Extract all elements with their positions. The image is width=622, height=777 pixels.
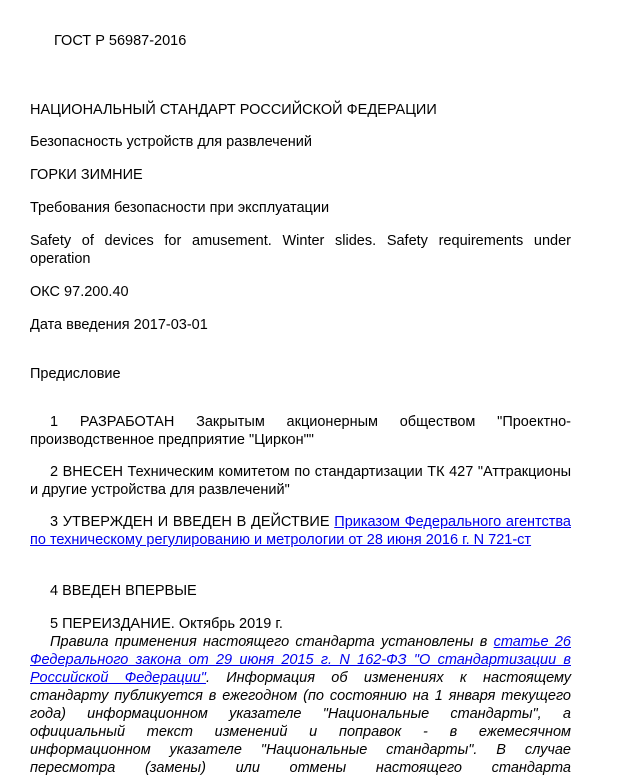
english-title: Safety of devices for amusement. Winter slides. Safety requirements under operation [30, 233, 571, 267]
oks-code: ОКС 97.200.40 [30, 284, 129, 300]
document-title: ГОРКИ ЗИМНИЕ [30, 167, 143, 183]
subject-line: Безопасность устройств для развлечений [30, 134, 313, 150]
introduction-date: Дата введения 2017-03-01 [30, 317, 208, 333]
note-text-end: . Информация об изменениях к настоящему стандарту публикуется в ежегодном (по состоянию на 1 января текущего года) информационном указателе "Национальные стандарты", а официальный текст изменений и поправок - в ежемесячном информационном указателе "Национальные стандарты". В случае пересмотра (замены) или отмены настоящего стандарта [30, 670, 572, 776]
approved-text: 3 УТВЕРЖДЕН И ВВЕДЕН В ДЕЙСТВИЕ [50, 514, 330, 530]
item-developed-by: 1 РАЗРАБОТАН Закрытым акционерным обществом "Проектно-производственное предприятие "Циркон"" [30, 414, 571, 448]
item-submitted-by: 2 ВНЕСЕН Техническим комитетом по стандартизации ТК 427 "Аттракционы и другие устройства для развлечений" [30, 464, 571, 498]
federal-law-link[interactable]: статье 26 Федерального закона от 29 июня 2015 г. N 162-ФЗ "О стандартизации в Российской Федерации" [30, 634, 571, 686]
item-reissue: 5 ПЕРЕИЗДАНИЕ. Октябрь 2019 г. [50, 616, 283, 632]
item-first-introduced: 4 ВВЕДЕН ВПЕРВЫЕ [50, 583, 197, 599]
foreword-heading: Предисловие [30, 366, 121, 382]
application-rules-note [30, 633, 571, 777]
standard-code: ГОСТ Р 56987-2016 [54, 33, 187, 49]
note-text-start: Правила применения настоящего стандарта установлены в [50, 634, 488, 650]
document-subtitle: Требования безопасности при эксплуатации [30, 200, 330, 216]
order-link[interactable]: Приказом Федерального агентства по техническому регулированию и метрологии от 28 июня 2016 г. N 721-ст [30, 514, 571, 548]
national-standard-heading: НАЦИОНАЛЬНЫЙ СТАНДАРТ РОССИЙСКОЙ ФЕДЕРАЦИИ [30, 102, 437, 118]
item-approved [30, 513, 571, 549]
